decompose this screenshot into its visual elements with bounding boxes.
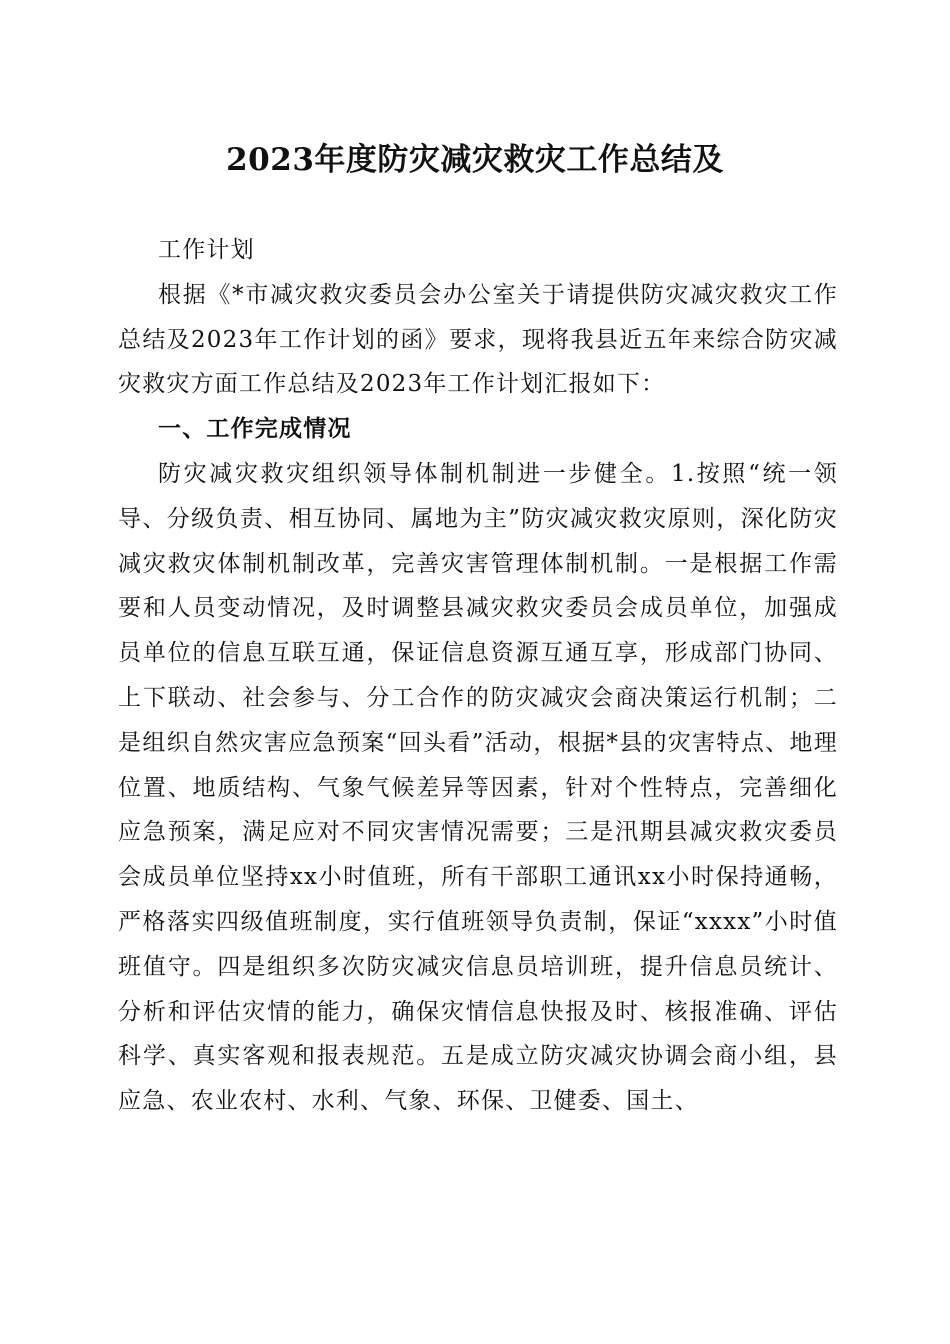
paragraph-work-plan-label: 工作计划 bbox=[158, 237, 255, 263]
paragraph-introduction: 根据《*市减灾救灾委员会办公室关于请提供防灾减灾救灾工作总结及2023年工作计划的函》要求，现将我县近五年来综合防灾减灾救灾方面工作总结及2023年工作计划汇报如下： bbox=[118, 281, 838, 398]
document-body bbox=[118, 228, 838, 1124]
document-title: 2023年度防灾减灾救灾工作总结及 bbox=[226, 142, 724, 178]
section-heading-work-completion: 一、工作完成情况 bbox=[158, 416, 352, 443]
paragraph-work-completion: 防灾减灾救灾组织领导体制机制进一步健全。1.按照“统一领导、分级负责、相互协同、属地为主”防灾减灾救灾原则，深化防灾减灾救灾体制机制改革，完善灾害管理体制机制。一是根据工作需要和人员变动情况，及时调整县减灾救灾委员会成员单位，加强成员单位的信息互联互通，保证信息资源互通互享，形成部门协同、上下联动、社会参与、分工合作的防灾减灾会商决策运行机制；二是组织自然灾害应急预案“回头看”活动，根据*县的灾害特点、地理位置、地质结构、气象气候差异等因素，针对个性特点，完善细化应急预案，满足应对不同灾害情况需要；三是汛期县减灾救灾委员会成员单位坚持xx小时值班，所有干部职工通讯xx小时保持通畅，严格落实四级值班制度，实行值班领导负责制，保证“xxxx”小时值班值守。四是组织多次防灾减灾信息员培训班，提升信息员统计、分析和评估灾情的能力，确保灾情信息快报及时、核报准确、评估科学、真实客观和报表规范。五是成立防灾减灾协调会商小组，县应急、农业农村、水利、气象、环保、卫健委、国土、 bbox=[118, 460, 838, 1115]
